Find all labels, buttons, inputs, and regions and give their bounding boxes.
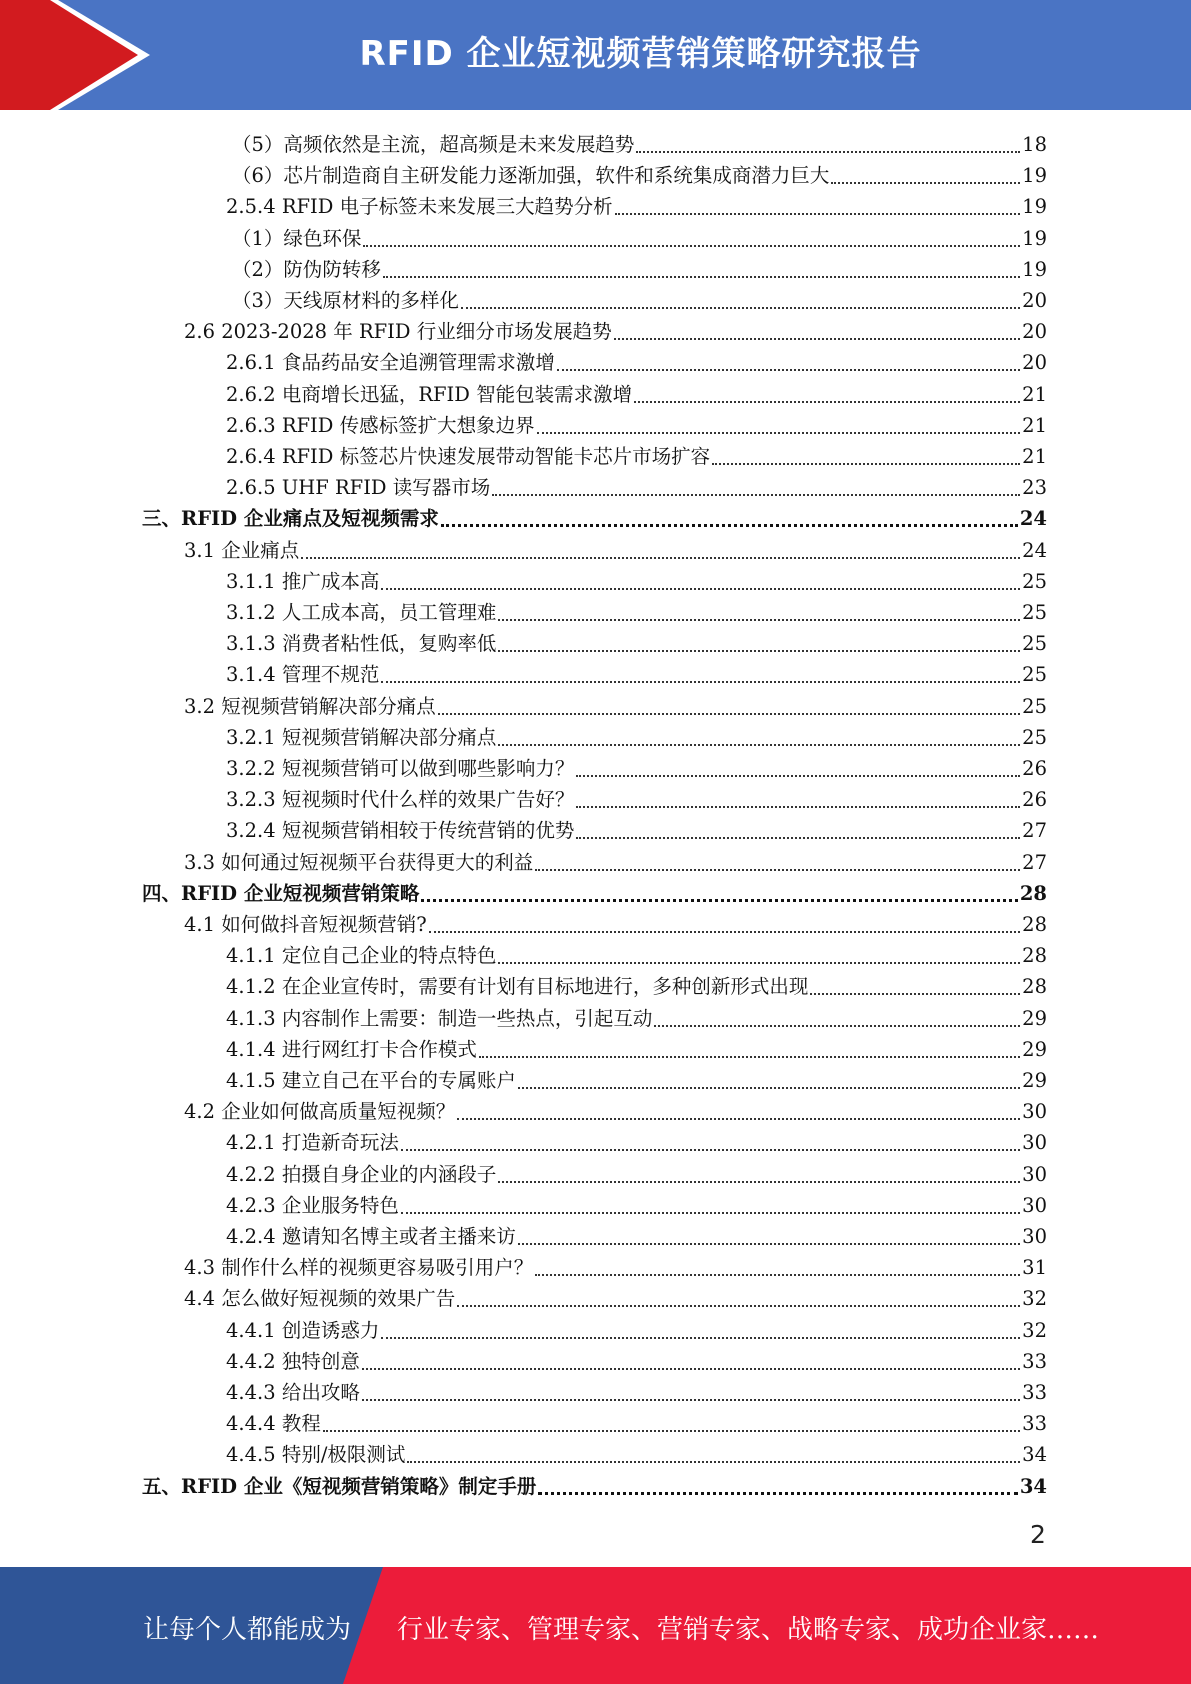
page-footer [0, 1567, 1191, 1684]
toc-entry[interactable] [226, 595, 1047, 625]
toc-entry[interactable] [226, 1344, 1047, 1374]
toc-entry[interactable] [226, 1406, 1047, 1436]
footer-slogan-left: 让每个人都能成为 [143, 1615, 352, 1645]
toc-entry[interactable] [226, 1001, 1047, 1031]
toc-leader-dots [535, 868, 1020, 871]
toc-leader-dots [535, 1273, 1020, 1276]
toc-entry-title: （6）芯片制造商自主研发能力逐渐加强，软件和系统集成商潜力巨大 [232, 164, 830, 188]
toc-entry-title: 4.1.5 建立自己在平台的专属账户 [226, 1069, 516, 1092]
toc-entry-title: 4.4.4 教程 [226, 1412, 321, 1436]
toc-entry[interactable] [226, 782, 1047, 812]
toc-entry[interactable] [226, 720, 1047, 750]
toc-entry[interactable] [184, 314, 1047, 344]
toc-entry-title: 4.4.5 特别/极限测试 [226, 1443, 406, 1467]
toc-leader-dots [457, 1117, 1020, 1120]
toc-entry-title: 3.1.3 消费者粘性低，复购率低 [226, 632, 497, 656]
toc-leader-dots [518, 1242, 1020, 1245]
toc-entry-page: 19 [1022, 257, 1047, 281]
toc-entry-page: 28 [1022, 913, 1047, 936]
toc-entry-page: 24 [1022, 538, 1047, 562]
toc-leader-dots [381, 1336, 1020, 1339]
toc-entry-title: 3.2.1 短视频营销解决部分痛点 [226, 725, 497, 749]
toc-entry-page: 30 [1022, 1131, 1047, 1155]
toc-leader-dots [457, 1304, 1020, 1307]
toc-entry-page: 18 [1022, 133, 1047, 156]
toc-entry[interactable] [226, 470, 1047, 500]
toc-entry-page: 29 [1022, 1037, 1047, 1061]
toc-entry-title: 4.2.3 企业服务特色 [226, 1193, 399, 1217]
toc-entry[interactable] [226, 1032, 1047, 1062]
toc-leader-dots [537, 431, 1021, 434]
toc-entry-page: 33 [1022, 1412, 1047, 1436]
toc-entry-title: （2）防伪防转移 [232, 257, 381, 281]
toc-leader-dots [634, 400, 1020, 403]
toc-entry[interactable] [226, 345, 1047, 375]
toc-entry[interactable] [142, 876, 1047, 906]
toc-leader-dots [407, 1460, 1020, 1463]
toc-leader-dots [383, 275, 1020, 278]
toc-entry[interactable] [226, 439, 1047, 469]
toc-entry[interactable] [226, 1188, 1047, 1218]
toc-leader-dots [323, 1429, 1020, 1432]
toc-entry-page: 34 [1019, 1474, 1047, 1498]
toc-entry-page: 25 [1022, 632, 1047, 656]
toc-entry[interactable] [142, 1469, 1047, 1499]
toc-leader-dots [615, 212, 1021, 215]
toc-entry-title: 四、RFID 企业短视频营销策略 [142, 881, 420, 905]
toc-entry-title: 4.1.3 内容制作上需要：制造一些热点，引起互动 [226, 1006, 653, 1030]
toc-leader-dots [614, 337, 1020, 340]
toc-leader-dots [421, 898, 1017, 902]
toc-entry-page: 25 [1022, 694, 1047, 718]
toc-entry-title: 2.5.4 RFID 电子标签未来发展三大趋势分析 [226, 195, 613, 219]
toc-entry-title: 3.1.2 人工成本高，员工管理难 [226, 601, 497, 624]
toc-entry-page: 30 [1022, 1162, 1047, 1186]
footer-slogan-right: 行业专家、管理专家、营销专家、战略专家、成功企业家…… [397, 1615, 1100, 1645]
toc-leader-dots [636, 150, 1020, 153]
toc-entry-title: 3.3 如何通过短视频平台获得更大的利益 [184, 850, 534, 874]
toc-entry-page: 21 [1022, 445, 1047, 468]
toc-entry[interactable] [184, 1250, 1047, 1280]
toc-entry-page: 26 [1022, 757, 1047, 780]
toc-entry-page: 32 [1022, 1287, 1047, 1311]
toc-entry-title: （1）绿色环保 [232, 226, 362, 250]
toc-leader-dots [381, 587, 1020, 590]
toc-entry-title: 3.2.4 短视频营销相较于传统营销的优势 [226, 819, 575, 843]
toc-entry-title: 3.2.2 短视频营销可以做到哪些影响力？ [226, 757, 575, 780]
toc-entry-title: 3.2.3 短视频时代什么样的效果广告好？ [226, 788, 575, 812]
toc-entry[interactable] [232, 158, 1047, 188]
toc-entry-page: 25 [1022, 601, 1047, 624]
toc-entry-page: 19 [1022, 164, 1047, 188]
toc-entry-page: 30 [1022, 1193, 1047, 1217]
toc-entry[interactable] [226, 938, 1047, 968]
toc-entry-title: 2.6.5 UHF RFID 读写器市场 [226, 476, 491, 500]
toc-entry-title: 2.6.1 食品药品安全追溯管理需求激增 [226, 351, 555, 375]
toc-entry[interactable] [184, 1094, 1047, 1124]
toc-entry-page: 25 [1022, 663, 1047, 687]
toc-entry[interactable] [232, 283, 1047, 313]
toc-entry-page: 28 [1019, 881, 1047, 905]
toc-entry-title: 4.3 制作什么样的视频更容易吸引用户？ [184, 1256, 534, 1280]
toc-entry-page: 31 [1022, 1256, 1047, 1280]
toc-entry-page: 29 [1022, 1006, 1047, 1030]
toc-leader-dots [654, 1024, 1020, 1027]
toc-entry[interactable] [142, 501, 1047, 531]
toc-entry-page: 25 [1022, 725, 1047, 749]
toc-entry-title: 3.2 短视频营销解决部分痛点 [184, 694, 436, 718]
toc-entry[interactable] [184, 1281, 1047, 1311]
toc-leader-dots [381, 680, 1020, 683]
toc-entry[interactable] [226, 813, 1047, 843]
toc-entry-title: 3.1.4 管理不规范 [226, 663, 380, 687]
toc-entry-page: 30 [1022, 1100, 1047, 1124]
toc-leader-dots [810, 992, 1020, 995]
toc-entry[interactable] [184, 845, 1047, 875]
toc-entry-title: 3.1 企业痛点 [184, 538, 300, 562]
toc-leader-dots [576, 774, 1020, 777]
toc-entry[interactable] [226, 408, 1047, 438]
toc-entry[interactable] [226, 1063, 1047, 1093]
toc-leader-dots [401, 1148, 1020, 1151]
toc-entry[interactable] [232, 252, 1047, 282]
document-title: RFID 企业短视频营销策略研究报告 [359, 34, 922, 74]
toc-entry-title: （3）天线原材料的多样化 [232, 289, 459, 312]
toc-leader-dots [831, 181, 1020, 184]
toc-entry-title: 2.6.2 电商增长迅猛，RFID 智能包装需求激增 [226, 382, 633, 406]
toc-entry-title: 4.4 怎么做好短视频的效果广告 [184, 1287, 456, 1311]
toc-entry-title: 2.6 2023-2028 年 RFID 行业细分市场发展趋势 [184, 320, 612, 344]
toc-leader-dots [498, 743, 1020, 746]
toc-entry[interactable] [226, 1125, 1047, 1155]
toc-entry-page: 20 [1022, 320, 1047, 344]
toc-leader-dots [557, 368, 1020, 371]
toc-entry-title: 4.4.1 创造诱惑力 [226, 1318, 380, 1342]
toc-entry[interactable] [184, 533, 1047, 563]
toc-entry[interactable] [226, 751, 1047, 781]
toc-leader-dots [576, 836, 1020, 839]
toc-leader-dots [518, 1086, 1020, 1089]
toc-entry[interactable] [184, 689, 1047, 719]
toc-entry-page: 29 [1022, 1069, 1047, 1092]
toc-leader-dots [538, 1491, 1017, 1495]
toc-entry-page: 23 [1022, 476, 1047, 500]
toc-leader-dots [362, 1398, 1020, 1401]
toc-entry-title: 4.2.4 邀请知名博主或者主播来访 [226, 1225, 516, 1248]
toc-leader-dots [429, 930, 1021, 933]
toc-entry[interactable] [226, 1375, 1047, 1405]
toc-leader-dots [301, 556, 1020, 559]
toc-leader-dots [438, 712, 1020, 715]
toc-entry-title: 三、RFID 企业痛点及短视频需求 [142, 507, 439, 531]
toc-entry-page: 30 [1022, 1225, 1047, 1248]
toc-entry-page: 20 [1022, 351, 1047, 375]
toc-entry-page: 26 [1022, 788, 1047, 812]
toc-leader-dots [401, 1211, 1020, 1214]
toc-entry-page: 28 [1022, 975, 1047, 999]
toc-entry-page: 24 [1019, 507, 1047, 531]
toc-entry-title: 4.1.2 在企业宣传时，需要有计划有目标地进行，多种创新形式出现 [226, 975, 809, 999]
page-header [0, 0, 1191, 110]
toc-leader-dots [363, 244, 1020, 247]
toc-entry-page: 27 [1022, 819, 1047, 843]
toc-entry-page: 27 [1022, 850, 1047, 874]
toc-leader-dots [712, 462, 1020, 465]
toc-entry-title: 2.6.3 RFID 传感标签扩大想象边界 [226, 413, 535, 437]
toc-leader-dots [362, 1367, 1020, 1370]
toc-entry-title: 4.2.1 打造新奇玩法 [226, 1131, 399, 1155]
toc-entry-page: 33 [1022, 1381, 1047, 1404]
toc-leader-dots [492, 493, 1020, 496]
toc-entry-page: 21 [1022, 413, 1047, 437]
toc-entry[interactable] [226, 1157, 1047, 1187]
toc-leader-dots [498, 649, 1020, 652]
toc-entry[interactable] [232, 221, 1047, 251]
toc-entry-page: 34 [1022, 1443, 1047, 1467]
toc-entry-page: 21 [1022, 382, 1047, 406]
toc-entry-title: （5）高频依然是主流，超高频是未来发展趋势 [232, 133, 635, 156]
toc-leader-dots [479, 1055, 1020, 1058]
toc-entry[interactable] [226, 377, 1047, 407]
toc-leader-dots [498, 1180, 1020, 1183]
toc-entry-title: 五、RFID 企业《短视频营销策略》制定手册 [142, 1474, 537, 1498]
toc-leader-dots [461, 306, 1020, 309]
toc-entry[interactable] [226, 1219, 1047, 1249]
toc-entry[interactable] [226, 1437, 1047, 1467]
toc-leader-dots [576, 805, 1020, 808]
toc-entry-page: 25 [1022, 569, 1047, 593]
toc-leader-dots [498, 618, 1020, 621]
toc-entry-title: 4.1.4 进行网红打卡合作模式 [226, 1037, 477, 1061]
toc-entry-title: 4.4.3 给出攻略 [226, 1381, 360, 1404]
toc-entry-page: 19 [1022, 195, 1047, 219]
toc-entry[interactable] [226, 564, 1047, 594]
toc-entry-page: 20 [1022, 289, 1047, 312]
toc-leader-dots [441, 523, 1018, 527]
page-number: 2 [1030, 1520, 1046, 1549]
toc-entry[interactable] [226, 657, 1047, 687]
toc-entry-title: 4.1 如何做抖音短视频营销? [184, 913, 427, 936]
toc-entry-page: 32 [1022, 1318, 1047, 1342]
toc-entry[interactable] [226, 1313, 1047, 1343]
toc-entry-title: 4.2 企业如何做高质量短视频？ [184, 1100, 456, 1124]
toc-entry-title: 4.1.1 定位自己企业的特点特色 [226, 944, 497, 968]
toc-entry-title: 3.1.1 推广成本高 [226, 569, 380, 593]
toc-entry-page: 19 [1022, 226, 1047, 250]
toc-entry-page: 33 [1022, 1349, 1047, 1373]
toc-entry-title: 2.6.4 RFID 标签芯片快速发展带动智能卡芯片市场扩容 [226, 445, 711, 468]
toc-entry[interactable] [226, 189, 1047, 219]
toc-leader-dots [498, 961, 1020, 964]
toc-entry[interactable] [232, 127, 1047, 157]
toc-entry[interactable] [184, 907, 1047, 937]
toc-entry[interactable] [226, 626, 1047, 656]
toc-entry-title: 4.4.2 独特创意 [226, 1349, 360, 1373]
toc-entry[interactable] [226, 969, 1047, 999]
toc-entry-title: 4.2.2 拍摄自身企业的内涵段子 [226, 1162, 497, 1186]
toc-entry-page: 28 [1022, 944, 1047, 968]
